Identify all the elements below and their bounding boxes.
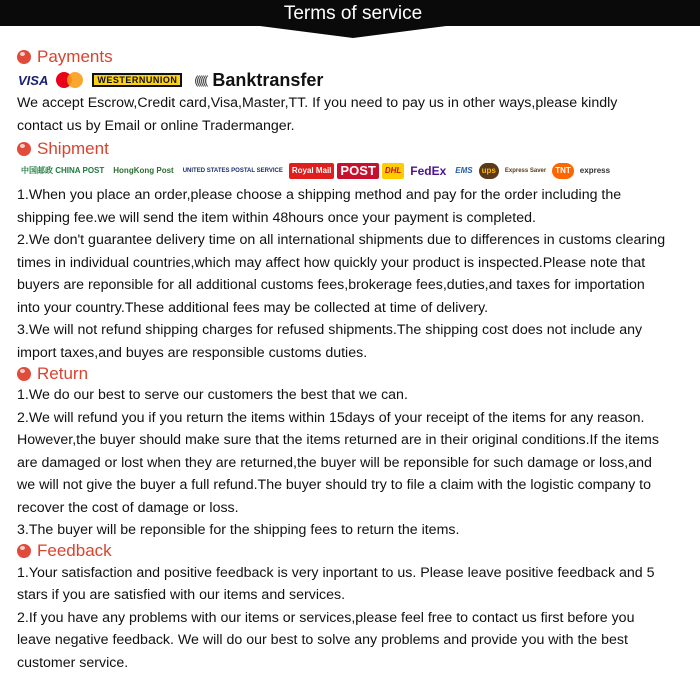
page-title: Terms of service [283,3,423,24]
ems-logo: EMS [455,166,473,175]
section-title-shipment [17,139,109,159]
return-line-4: are damaged or lost when they are returned,the buyer will be reponsible for such damage or loss,and [17,455,652,471]
shipment-line-5: buyers are reponsible for all additional customs fees,brokerage fees,duties,and taxes for importation [17,277,645,293]
feedback-line-1: 1.Your satisfaction and positive feedback is very inportant to us. Please leave positive feedback and 5 [17,565,655,581]
section-title-feedback [17,541,112,561]
return-line-6: recover the cost of damage or loss. [17,500,239,516]
section-title-text: Payments [37,47,113,66]
return-line-1: 1.We do our best to serve our customers the best that we can. [17,387,408,403]
bank-wave-icon: (((((( [194,73,207,87]
section-title-return [17,364,88,384]
post-logo: POST [337,163,378,179]
bullet-icon [17,544,31,558]
shipment-line-1: 1.When you place an order,please choose a shipping method and pay for the order including the [17,187,622,203]
mastercard-logo [56,72,84,88]
shipment-line-8: import taxes,and buyes are responsible customs duties. [17,345,368,361]
feedback-line-4: leave negative feedback. We will do our best to solve any problems and provide you with the best [17,632,628,648]
feedback-line-2: stars if you are satisfied with our items and services. [17,587,346,603]
tnt-logo: TNT [552,163,574,179]
banktransfer-logo: Banktransfer [212,69,324,90]
bullet-icon [17,367,31,381]
western-union-logo: WESTERN UNION [92,73,182,87]
bullet-icon [17,50,31,64]
section-title-text: Shipment [37,139,109,158]
royal-mail-logo: Royal Mail [289,163,335,179]
payments-line-2: contact us by Email or online Tradermanger. [17,118,295,134]
return-line-3: However,the buyer should make sure that the items returned are in their original conditions.If the items [17,432,659,448]
feedback-line-3: 2.If you have any problems with our items or services,please feel free to contact us first before you [17,610,635,626]
section-title-payments [17,47,113,67]
china-post-logo: 中国邮政 CHINA POST [21,166,105,175]
usps-logo: UNITED STATES POSTAL SERVICE [182,168,283,174]
section-title-text: Feedback [37,541,112,560]
visa-logo: VISA [18,72,49,88]
return-line-5: we will not give the buyer a full refund.The buyer should try to file a claim with the logistic company to [17,477,652,493]
return-line-2: 2.We will refund you if you return the items within 15days of your receipt of the items for any reason. [17,410,645,426]
fedex-logo: FedEx [410,164,447,178]
shipment-line-2: shipping fee.we will send the item within 48hours once your payment is completed. [17,210,536,226]
express-logo: express [579,166,611,175]
return-line-7: 3.The buyer will be reponsible for the shipping fees to return the items. [17,522,460,538]
shipment-line-3: 2.We don't guarantee delivery time on all international shipments due to differences in customs clearing [17,232,666,248]
shipment-line-7: 3.We will not refund shipping charges for refused shipments.The shipping cost does not include any [17,322,643,338]
shipping-logos [18,162,616,180]
ups-logo: ups [479,163,499,179]
shipment-line-4: times in individual countries,which may affect how quickly your product is inspected.Please note that [17,255,646,271]
dhl-logo: DHL [382,163,404,179]
hongkong-post-logo: HongKong Post [113,166,174,175]
feedback-line-5: customer service. [17,655,129,671]
section-title-text: Return [37,364,89,383]
payment-logos [18,70,323,90]
express-saver-logo: Express Saver [504,168,547,174]
shipment-line-6: into your country.These additional fees may be collected at time of delivery. [17,300,489,316]
bullet-icon [17,142,31,156]
payments-line-1: We accept Escrow,Credit card,Visa,Master,TT. If you need to pay us in other ways,please kindly [17,95,618,111]
